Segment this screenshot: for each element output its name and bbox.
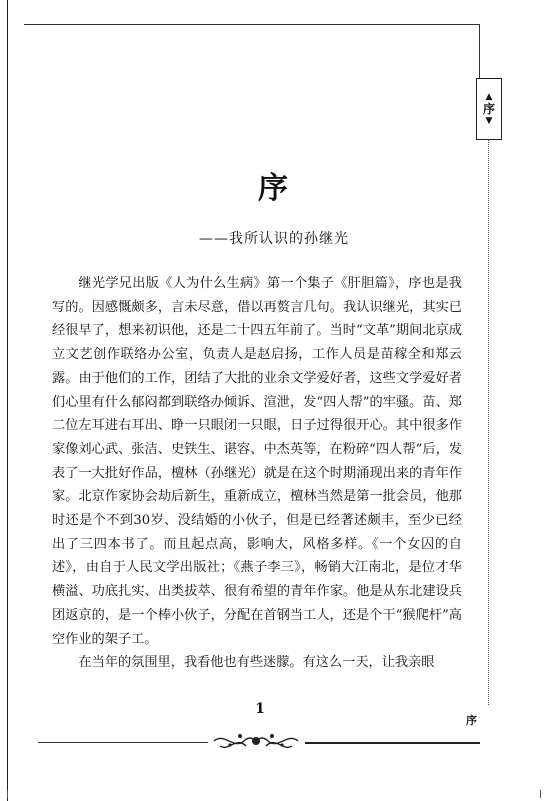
paragraph: 继光学兄出版《人为什么生病》第一个集子《肝胆篇》，序也是我写的。因感慨颇多，言未尽意，借以再赘言几句。我认识继光，其实已经很早了，想来初识他，还是二十四五年前了。当时“文革”期间北京成立文艺创作联络办公室，负责人是赵启扬，工作人员是苗稼全和郑云露。由于他们的工作，团结了大批的业余文学爱好者，这些文学爱好者们心里有什么郁闷都到联络办倾诉、渲泄，发“四人帮”的牢骚。苗、郑二位左耳进右耳出、睁一只眼闭一只眼，日子过得很开心。其中很多作家像刘心武、张洁、史铁生、谌容、中杰英等，在粉碎“四人帮”后，发表了一大批好作品，檀林（孙继光）就是在这个时期涌现出来的青年作家。北京作家协会劫后新生，重新成立，檀林当然是第一批会员，他那时还是个不到30岁、没结婚的小伙子，但是已经著述颇丰，至少已经出了三四本书了。而且起点高，影响大，风格多样。《一个女囚的自述》，由自于人民文学出版社；《燕子李三》，畅销大江南北，是位才华横溢、功底扎实、出类拔萃、很有希望的青年作家。他是从东北建设兵团返京的，是一个棒小伙子，分配在首钢当工人，还是个干“猴爬杆”高空作业的架子工。: [52, 276, 462, 647]
side-tab-label: 序: [482, 102, 495, 116]
footer-rule-right: [305, 742, 480, 744]
chapter-subtitle: ——我所认识的孙继光: [199, 231, 349, 247]
page-edge-line: [7, 0, 8, 801]
header-rule-vertical: [479, 24, 480, 78]
floral-ornament-icon: [210, 728, 302, 754]
body-text: [52, 272, 462, 675]
footer-rule-left: [38, 742, 208, 743]
paragraph: 在当年的氛围里，我看他也有些迷朦。有这么一天，让我亲眼: [78, 655, 435, 671]
chapter-title: 序: [258, 171, 290, 206]
up-triangle-icon: ▲: [485, 92, 493, 102]
crop-mark: [7, 790, 8, 798]
page-number: 1: [255, 701, 265, 717]
side-dotted-rule: [488, 140, 489, 705]
crop-mark: [540, 790, 541, 798]
chapter-side-tab: [476, 78, 502, 140]
down-triangle-icon: ▼: [485, 116, 493, 126]
footer-chapter-label: 序: [466, 714, 477, 727]
header-rule: [24, 24, 480, 25]
